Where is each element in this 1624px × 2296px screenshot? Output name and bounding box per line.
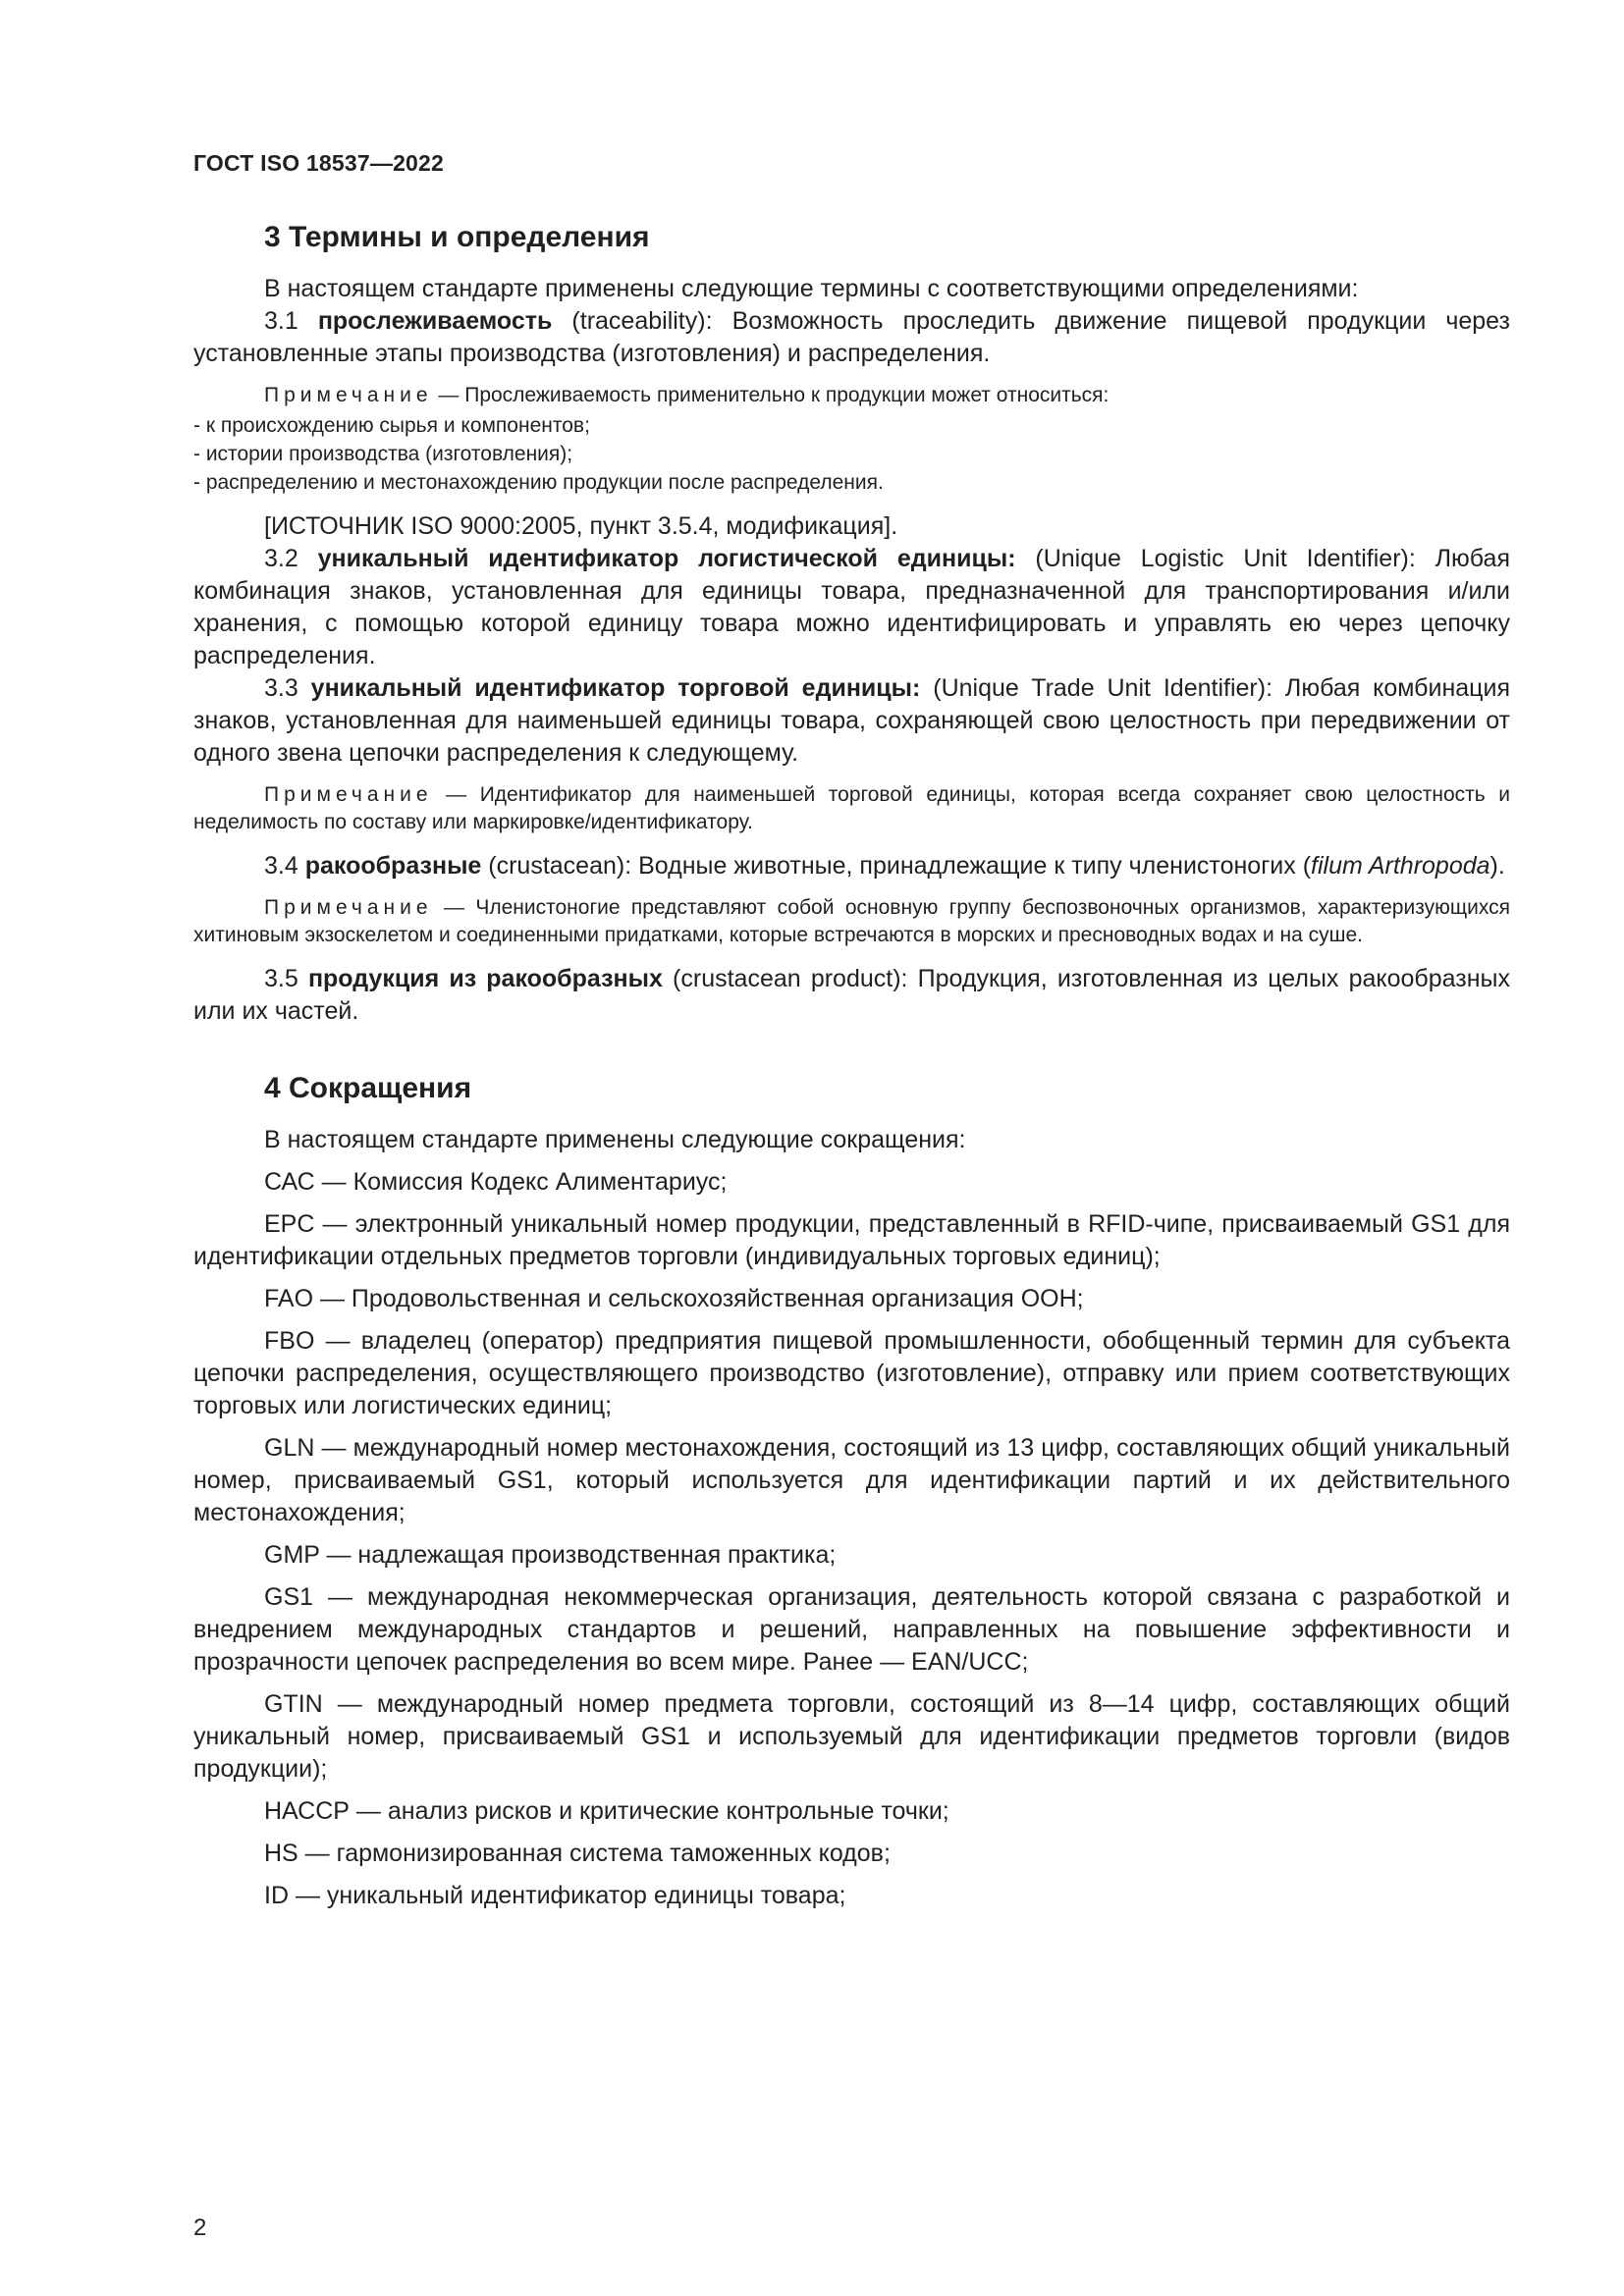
note-1-item: - истории производства (изготовления); [193, 443, 573, 465]
term-3-3-definition: (Unique Trade Unit Identifier): Любая комбинация знаков, установленная для наименьшей единицы товара, сохраняющей свою целостность при передвижении от одного звена цепочки распределения к следующему. [193, 674, 1510, 767]
section-4-intro: В настоящем стандарте применены следующие сокращения: [264, 1126, 966, 1153]
page-content [193, 218, 1510, 1912]
term-3-1-name: прослеживаемость [317, 307, 553, 335]
term-3-3 [193, 672, 1510, 770]
term-3-3-name: уникальный идентификатор торговой единицы: [310, 674, 921, 702]
note-3-label: Примечание [264, 896, 433, 919]
section-3-title: 3 Термины и определения [264, 221, 650, 253]
term-3-5-definition: (crustacean product): Продукция, изготовленная из целых ракообразных или их частей. [193, 965, 1510, 1025]
abbreviation-item: GTIN — международный номер предмета торговли, состоящий из 8—14 цифр, составляющих общий уникальный номер, присваиваемый GS1 и используемый для идентификации предметов торговли (видов продукции); [193, 1690, 1510, 1783]
term-3-4-number: 3.4 [264, 852, 298, 880]
term-3-5-name: продукция из ракообразных [307, 965, 663, 992]
section-4-abbreviations [193, 1069, 1510, 1912]
note-1-text: — Прослеживаемость применительно к продукции может относиться: [432, 384, 1110, 406]
note-2 [193, 781, 1510, 836]
note-1-item: - к происхождению сырья и компонентов; [193, 414, 590, 437]
term-3-1-definition: (traceability): Возможность проследить движение пищевой продукции через установленные этапы производства (изготовления) и распределения. [193, 307, 1510, 367]
source-reference: [ИСТОЧНИК ISO 9000:2005, пункт 3.5.4, модификация]. [264, 512, 898, 540]
term-3-2-number: 3.2 [264, 545, 298, 572]
abbreviation-item: GMP — надлежащая производственная практика; [264, 1541, 837, 1569]
note-1-label: Примечание [264, 384, 433, 406]
term-3-2-name: уникальный идентификатор логистической единицы: [317, 545, 1016, 572]
document-header: ГОСТ ISO 18537—2022 [193, 150, 445, 176]
note-3-text: — Членистоногие представляют собой основную группу беспозвоночных организмов, характеризующихся хитиновым экзоскелетом и соединенными придатками, которые встречаются в морских и пресноводных водах и на суше. [193, 896, 1510, 946]
abbreviation-item: САС — Комиссия Кодекс Алиментариус; [264, 1168, 728, 1196]
abbreviation-item: FAO — Продовольственная и сельскохозяйственная организация ООН; [264, 1285, 1084, 1312]
note-1-item: - распределению и местонахождению продукции после распределения. [193, 471, 884, 494]
term-3-2 [193, 543, 1510, 672]
note-1 [193, 382, 1510, 497]
page-number: 2 [193, 2215, 207, 2241]
term-3-4-latin: filum Arthropoda [1311, 852, 1490, 880]
abbreviation-item: GS1 — международная некоммерческая организация, деятельность которой связана с разработкой и внедрением международных стандартов и решений, направленных на повышение эффективности и прозрачности цепочек распределения во всем мире. Ранее — EAN/UCC; [193, 1583, 1510, 1676]
section-4-title: 4 Сокращения [264, 1072, 472, 1104]
section-3-terms [193, 218, 1510, 1028]
term-3-2-definition: (Unique Logistic Unit Identifier): Любая комбинация знаков, установленная для единицы товара, предназначенной для транспортирования и/или хранения, с помощью которой единицу товара можно идентифицировать и управлять ею через цепочку распределения. [193, 545, 1510, 669]
term-3-4 [193, 850, 1510, 882]
abbreviation-item: HS — гармонизированная система таможенных кодов; [264, 1840, 891, 1867]
term-3-5-number: 3.5 [264, 965, 298, 992]
term-3-1-number: 3.1 [264, 307, 298, 335]
note-3 [193, 894, 1510, 949]
abbreviation-item: ID — уникальный идентификатор единицы товара; [264, 1882, 846, 1909]
abbreviation-item: FBO — владелец (оператор) предприятия пищевой промышленности, обобщенный термин для субъекта цепочки распределения, осуществляющего производство (изготовление), отправку или прием соответствующих торговых или логистических единиц; [193, 1327, 1510, 1419]
note-1-list [193, 411, 1510, 497]
section-3-intro: В настоящем стандарте применены следующие термины с соответствующими определениями: [264, 275, 1359, 302]
note-2-label: Примечание [264, 783, 433, 806]
abbreviation-item: GLN — международный номер местонахождения, состоящий из 13 цифр, составляющих общий уникальный номер, присваиваемый GS1, который используется для идентификации партий и их действительного местонахождения; [193, 1434, 1510, 1526]
note-2-text: — Идентификатор для наименьшей торговой единицы, которая всегда сохраняет свою целостность и неделимость по составу или маркировке/идентификатору. [193, 783, 1510, 833]
term-3-4-definition: (crustacean): Водные животные, принадлежащие к типу членистоногих ( [481, 852, 1312, 880]
term-3-5 [193, 963, 1510, 1028]
term-3-4-end: ). [1489, 852, 1505, 880]
term-3-4-name: ракообразные [304, 852, 482, 880]
abbreviation-item: НАССР — анализ рисков и критические контрольные точки; [264, 1797, 949, 1825]
term-3-3-number: 3.3 [264, 674, 298, 702]
term-3-1 [193, 305, 1510, 370]
abbreviation-item: EPC — электронный уникальный номер продукции, представленный в RFID-чипе, присваиваемый GS1 для идентификации отдельных предметов торговли (индивидуальных торговых единиц); [193, 1210, 1510, 1270]
